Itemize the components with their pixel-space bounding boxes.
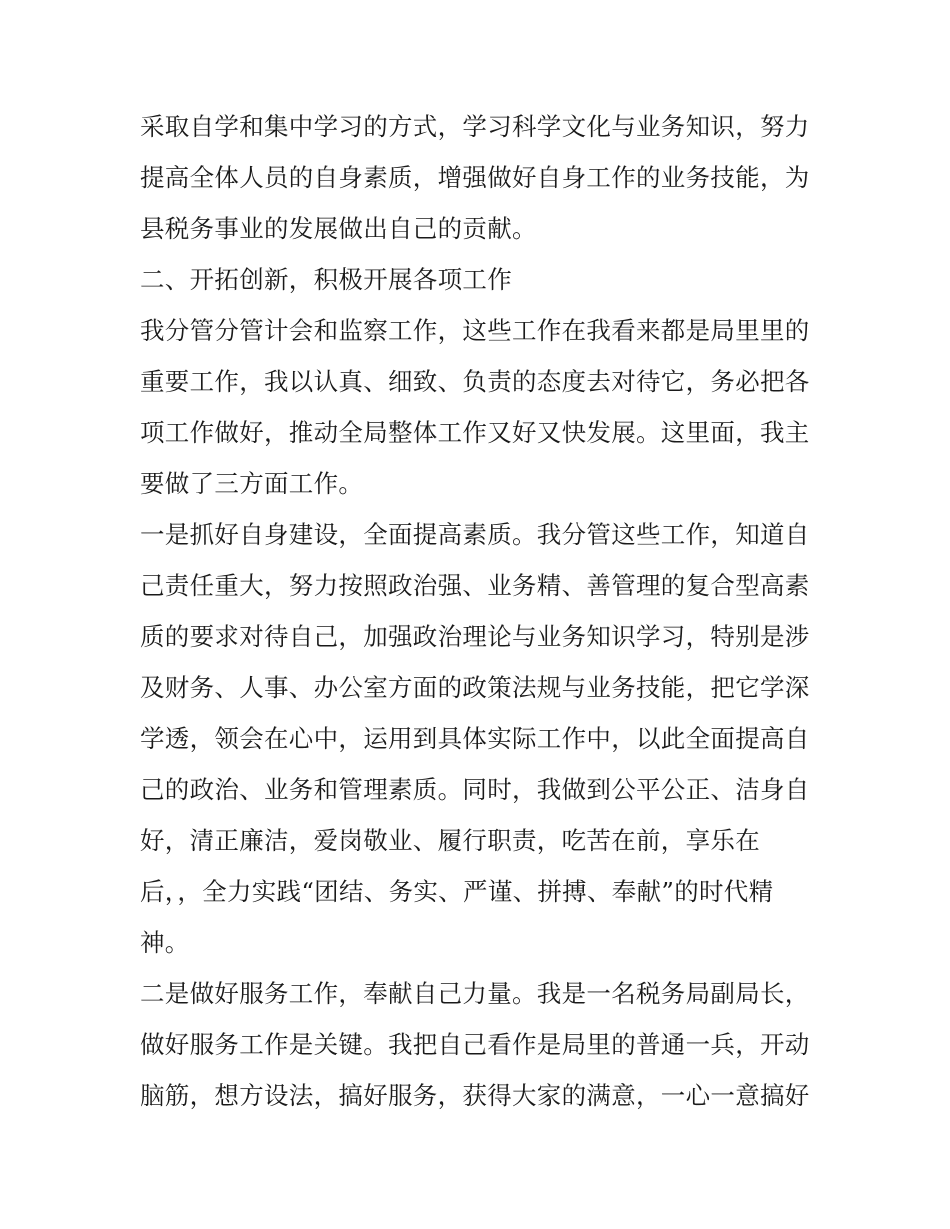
- text-line: 提高全体人员的自身素质，增强做好自身工作的业务技能，为: [140, 163, 810, 192]
- text-line: 我分管分管计会和监察工作，这些工作在我看来都是局里里的: [140, 316, 810, 345]
- text-line: 后，，全力实践“团结、务实、严谨、拼搏、奉献”的时代精: [140, 877, 774, 906]
- text-line: 做好服务工作是关键。我把自己看作是局里的普通一兵，开动: [140, 1030, 810, 1059]
- text-line: 采取自学和集中学习的方式，学习科学文化与业务知识，努力: [140, 112, 810, 141]
- text-line: 脑筋，想方设法，搞好服务，获得大家的满意，一心一意搞好: [140, 1081, 810, 1110]
- text-line: 项工作做好，推动全局整体工作又好又快发展。这里面，我主: [140, 418, 810, 447]
- text-line: 学透，领会在心中，运用到具体实际工作中，以此全面提高自: [140, 724, 810, 753]
- text-line: 神。: [140, 928, 190, 957]
- text-line: 县税务事业的发展做出自己的贡献。: [140, 214, 537, 243]
- document-body: [140, 101, 820, 1121]
- text-line: 己责任重大，努力按照政治强、业务精、善管理的复合型高素: [140, 571, 810, 600]
- text-line: 质的要求对待自己，加强政治理论与业务知识学习，特别是涉: [140, 622, 810, 651]
- text-line: 及财务、人事、办公室方面的政策法规与业务技能，把它学深: [140, 673, 810, 702]
- text-line: 要做了三方面工作。: [140, 469, 364, 498]
- section-heading: 二、开拓创新，积极开展各项工作: [140, 265, 512, 294]
- text-line: 二是做好服务工作，奉献自己力量。我是一名税务局副局长，: [140, 979, 810, 1008]
- text-line: 一是抓好自身建设，全面提高素质。我分管这些工作，知道自: [140, 520, 810, 549]
- text-line: 重要工作，我以认真、细致、负责的态度去对待它，务必把各: [140, 367, 810, 396]
- text-line: 己的政治、业务和管理素质。同时，我做到公平公正、洁身自: [140, 775, 810, 804]
- text-line: 好，清正廉洁，爱岗敬业、履行职责，吃苦在前，享乐在: [140, 826, 760, 855]
